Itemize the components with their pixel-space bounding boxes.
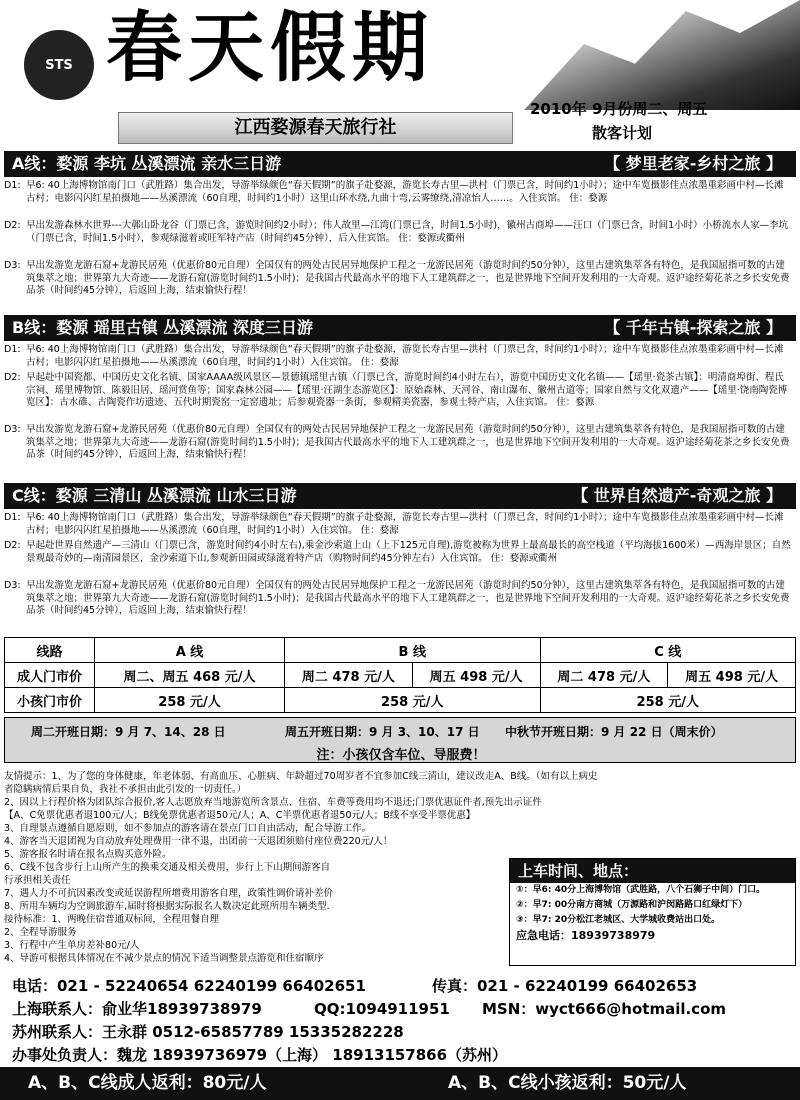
a-adult-price: 周二、周五 468 元/人 <box>95 663 285 688</box>
day-label: D2: <box>4 372 21 383</box>
day-text: 早出发游览龙游石窟+龙游民居苑（优惠价80元自理）全国仅有的两处古民居异地保护工程之一龙游民居苑（游览时间约50分钟），这里古建筑集萃各有特色，是我国屈指可数的古建筑集萃之地；世界第九大奇迹——龙游石窟(游览时间约1.5小时)；是我国古代最高水平的地下人工建筑群之一，也是世界地下空间开发利用的一大奇观。返沪途经菊花茶之乡长安免费品茶（时间约45分钟），后返回上海，结束愉快行程！ <box>26 424 790 460</box>
line-a-day1 <box>4 180 796 218</box>
line-c-day1 <box>4 512 796 538</box>
day-label: D1: <box>4 344 21 355</box>
mountain-photo <box>500 0 800 110</box>
b-fri-price: 周五 498 元/人 <box>412 663 540 688</box>
line-b-day3 <box>4 424 796 474</box>
line-a-theme: 【 梦里老家-乡村之旅 】 <box>604 154 782 173</box>
day-text: 早起赴中国瓷都、中国历史文化名镇、国家AAAA级风景区—景德镇瑶里古镇（门票已含，游览时间约4小时左右），游览中国历史文化名镇——【瑶里·瓷茶古镇】：明清商埠街、程氏宗祠、瑶里博物馆、陈毅旧居、瑶河赏鱼等；国家森林公园——【瑶里·汪湖生态游览区】：原始森林、天河谷、南山瀑布、徽州古道等；国家自然与文化双遗产——【瑶里·饶南陶瓷博览区】：古水碓、古陶瓷作坊遗迹、五代时期瓷窑一定窑遗址；后参观瓷器一条街，参观精美瓷器，参观土特产店，入住宾馆。 住：婺源 <box>26 372 788 408</box>
bus-stop-1: ①：早6: 40分上海博物馆（武胜路，八个石狮子中间）门口。 <box>516 885 766 895</box>
line-c-day2 <box>4 540 796 578</box>
line-b-title: B线：婺源 瑶里古镇 丛溪漂流 深度三日游 <box>12 318 313 337</box>
header-route: 线路 <box>5 638 95 663</box>
day-label: D3: <box>4 424 21 435</box>
header-c: C 线 <box>540 638 796 663</box>
line-c-header <box>4 483 796 509</box>
line-c-day3 <box>4 580 796 630</box>
tip-line: 接待标准：1、两晚住宿普通双标间，全程用餐自理 <box>4 914 220 925</box>
header-b: B 线 <box>285 638 541 663</box>
b-tue-price: 周二 478 元/人 <box>285 663 413 688</box>
tip-line: 4、游客当天退团视为自动放弃处理费用一律不退，出团前一天退团须赔付座位费220元/人！ <box>4 836 393 847</box>
line-b-day2 <box>4 372 796 422</box>
a-child-price: 258 元/人 <box>95 688 285 713</box>
qq-number: QQ:1094911951 <box>314 1000 450 1018</box>
line-c-title: C线：婺源 三清山 丛溪漂流 山水三日游 <box>12 486 297 505</box>
rebate-footer <box>0 1067 800 1100</box>
tip-line: 4、导游可根据具体情况在不减少景点的情况下适当调整景点游览和住宿顺序 <box>4 953 324 964</box>
open-tue: 周二开班日期：9 月 7、14、28 日 <box>31 725 226 739</box>
b-child-price: 258 元/人 <box>285 688 541 713</box>
tip-line: 者隐瞒病情后果自负，我社不承担由此引发的一切责任。） <box>4 784 247 795</box>
bus-info-box <box>509 858 796 966</box>
tip-line: 2、全程导游服务 <box>4 927 77 938</box>
c-child-price: 258 元/人 <box>540 688 796 713</box>
child-rebate: A、B、C线小孩返利：50元/人 <box>448 1073 687 1093</box>
c-tue-price: 周二 478 元/人 <box>540 663 668 688</box>
shanghai-contact: 上海联系人：俞业华18939738979 <box>12 1000 262 1018</box>
bus-stop-3: ③：早7: 20分松江老城区、大学城收费站出口处。 <box>516 915 721 925</box>
tip-line: 【A、C免票优惠者退100元/人；B线免票优惠者退50元/人；A、C半票优惠者退50元/人；B线不享受半票优惠】 <box>4 810 476 821</box>
line-b-day1 <box>4 344 796 370</box>
date-line: 2010年 9月份周二、周五 <box>530 100 708 118</box>
logo-text: STS <box>45 57 73 73</box>
adult-rebate: A、B、C线成人返利：80元/人 <box>28 1073 267 1093</box>
day-label: D2: <box>4 540 21 551</box>
day-text: 早出发游览龙游石窟+龙游民居苑（优惠价80元自理）全国仅有的两处古民居异地保护工程之一龙游民居苑（游览时间约50分钟），这里古建筑集萃各有特色，是我国屈指可数的古建筑集萃之地；世界第九大奇迹——龙游石窟(游览时间约1.5小时)；是我国古代最高水平的地下人工建筑群之一，也是世界地下空间开发利用的一大奇观。返沪途经菊花茶之乡长安免费品茶（时间约45分钟），后返回上海，结束愉快行程！ <box>26 580 790 616</box>
tip-line: 8、所用车辆均为空调旅游车,届时将根据实际报名人数决定此班所用车辆类型. <box>4 901 330 912</box>
day-label: D3: <box>4 580 21 591</box>
table-row <box>5 688 796 713</box>
line-b-header <box>4 315 796 341</box>
tip-line: 7、遇人力不可抗因素改变或延误游程所增费用游客自理，政策性调价请补差价 <box>4 888 334 899</box>
day-text: 早出发游览龙游石窟+龙游民居苑（优惠价80元自理）全国仅有的两处古民居异地保护工程之一龙游民居苑（游览时间约50分钟），这里古建筑集萃各有特色，是我国屈指可数的古建筑集萃之地；世界第九大奇迹——龙游石窟(游览时间约1.5小时)；是我国古代最高水平的地下人工建筑群之一，也是世界地下空间开发利用的一大奇观。返沪途经菊花茶之乡长安免费品茶（时间约45分钟），后返回上海，结束愉快行程！ <box>26 260 790 296</box>
open-dates-bar <box>4 717 796 763</box>
bus-title: 上车时间、地点： <box>510 859 795 883</box>
emergency-phone: 应急电话：18939738979 <box>516 929 656 942</box>
day-label: D1: <box>4 180 21 191</box>
day-text: 早起赴世界自然遗产—三清山（门票已含，游览时间约4小时左右),乘金沙索道上山（上下125元自理),游览被称为世界上最高最长的高空栈道（平均海拔1600米）—西海岸景区；自然景观最奇妙的—南清园景区，金沙索道下山,参观新田园或绿滋着特产店（购物时间约45分钟左右）入住宾馆。 住：婺源或衢州 <box>26 540 791 564</box>
table-row <box>5 638 796 663</box>
line-b-theme: 【 千年古镇-探索之旅 】 <box>604 318 782 337</box>
tip-line: 3、自理景点遵循自愿原则，如不参加点的游客请在景点门口自由活动，配合导游工作。 <box>4 823 372 834</box>
tip-line: 2、因以上行程价格为团队综合报价,客人志愿放弃当地游览所含景点、住宿、车费等费用均不退还;门票优惠证件者,预先出示证件 <box>4 797 542 808</box>
day-label: D3: <box>4 260 21 271</box>
line-a-day3 <box>4 260 796 310</box>
sts-logo-icon <box>24 30 94 100</box>
day-text: 早6: 40上海博物馆南门口（武胜路）集合出发，导游举绿颜色“春天假期”的旗子赴婺源，游览长寿古里—洪村（门票已含，时间约1小时）；途中车览摄影佳点浓墨重彩画中村—长滩古村；电影闪闪红星拍摄地——丛溪漂流（60自理，时间约1小时）这里山环水绕,九曲十弯,云雾缭绕,清凉怡人……。入住宾馆。 住：婺源 <box>26 180 784 204</box>
tip-line: 5、游客报名时请在报名点购买意外险。 <box>4 849 172 860</box>
agency-name: 江西婺源春天旅行社 <box>118 112 513 144</box>
tip-line: 友情提示：1、为了您的身体健康，年老体弱、有高血压、心脏病、年龄超过70周岁者不宜参加C线三清山，建议改走A、B线。（如有以上病史 <box>4 771 598 782</box>
day-text: 早出发游森林水世界---大鄣山卧龙谷（门票已含，游览时间约2小时）；伟人故里—江湾(门票已含，时间1.5小时)，徽州古商埠——汪口（门票已含，时间1小时）小桥流水人家—李坑（门票已含，时间1.5小时），参观绿滋着或旺军特产店（时间约45分钟），后入住宾馆。 住：婺源或衢州 <box>26 220 789 244</box>
line-a-header <box>4 151 796 177</box>
line-a-title: A线：婺源 李坑 丛溪漂流 亲水三日游 <box>12 154 282 173</box>
open-mid: 中秋节开班日期：9 月 22 日（周末价） <box>505 725 723 739</box>
header <box>0 0 800 150</box>
line-c-theme: 【 世界自然遗产-奇观之旅 】 <box>572 486 782 505</box>
child-label: 小孩门市价 <box>5 688 95 713</box>
msn-address: MSN：wyct666@hotmail.com <box>482 1000 727 1018</box>
page-title: 春天假期 <box>106 3 434 92</box>
plan-label: 散客计划 <box>592 124 653 142</box>
child-note: 注：小孩仅含车位、导服费！ <box>316 748 486 763</box>
open-fri: 周五开班日期：9 月 3、10、17 日 <box>285 725 480 739</box>
table-row <box>5 663 796 688</box>
price-table <box>4 637 796 713</box>
office-contact: 办事处负责人：魏龙 18939736979（上海） 18913157866（苏州） <box>12 1046 508 1064</box>
header-a: A 线 <box>95 638 285 663</box>
day-text: 早6: 40上海博物馆南门口（武胜路）集合出发，导游举绿颜色“春天假期”的旗子赴婺源，游览长寿古里—洪村（门票已含，时间约1小时）；途中车览摄影佳点浓墨重彩画中村—长滩古村；电影闪闪红星拍摄地——丛溪漂流（60自理，时间约1小时）入住宾馆。 住：婺源 <box>26 344 784 368</box>
line-a-day2 <box>4 220 796 258</box>
day-label: D1: <box>4 512 21 523</box>
tip-line: 行承担相关责任 <box>4 875 71 886</box>
day-label: D2: <box>4 220 21 231</box>
phone-numbers: 电话：021 - 52240654 62240199 66402651 <box>12 977 366 995</box>
c-fri-price: 周五 498 元/人 <box>668 663 796 688</box>
bus-stop-2: ②：早7: 00分南方商城（万源路和沪闵路路口红绿灯下） <box>516 900 748 910</box>
adult-label: 成人门市价 <box>5 663 95 688</box>
tip-line: 6、C线不包含步行上山所产生的换乘交通及相关费用，步行上下山期间游客自 <box>4 862 331 873</box>
suzhou-contact: 苏州联系人：王永群 0512-65857789 15335282228 <box>12 1023 404 1041</box>
fax-numbers: 传真：021 - 62240199 66402653 <box>432 977 698 995</box>
tip-line: 3、行程中产生单房差补80元/人 <box>4 940 140 951</box>
day-text: 早6: 40上海博物馆南门口（武胜路）集合出发，导游举绿颜色“春天假期”的旗子赴婺源，游览长寿古里—洪村（门票已含，时间约1小时）；途中车览摄影佳点浓墨重彩画中村—长滩古村；电影闪闪红星拍摄地——丛溪漂流（60自理，时间约1小时）入住宾馆。 住：婺源 <box>26 512 784 536</box>
